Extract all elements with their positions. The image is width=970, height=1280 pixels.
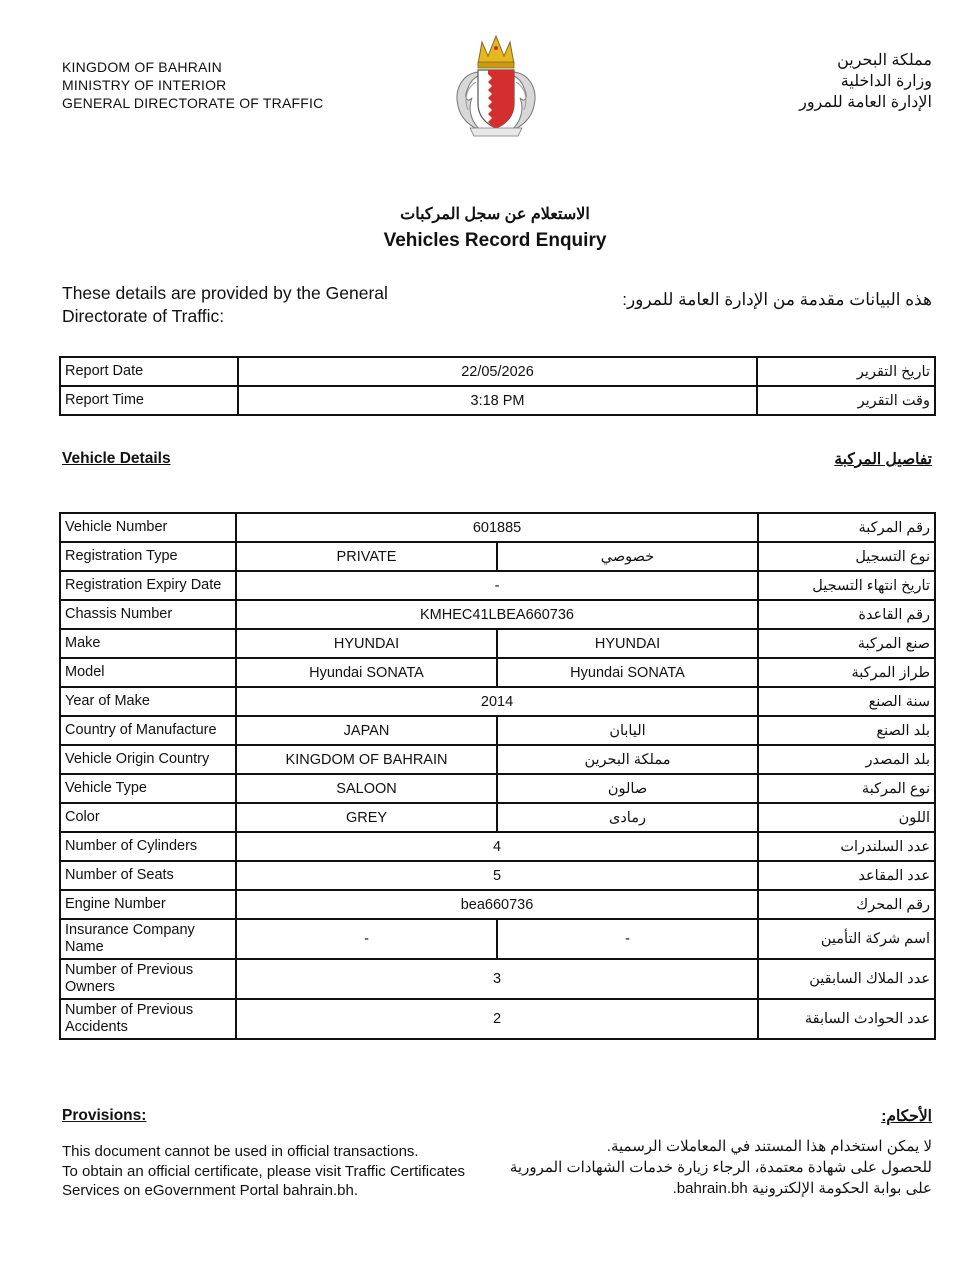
- table-row: [60, 571, 935, 600]
- vehicle-number-label: Vehicle Number: [60, 513, 236, 542]
- make-value-ar: HYUNDAI: [497, 629, 758, 658]
- registration-type-value-en: PRIVATE: [236, 542, 497, 571]
- table-row: [60, 832, 935, 861]
- provisions-text-english: [62, 1142, 492, 1201]
- color-value-en: GREY: [236, 803, 497, 832]
- make-value-en: HYUNDAI: [236, 629, 497, 658]
- intro-arabic: هذه البيانات مقدمة من الإدارة العامة للمرور:: [622, 290, 932, 309]
- model-value-en: Hyundai SONATA: [236, 658, 497, 687]
- cylinders-label: Number of Cylinders: [60, 832, 236, 861]
- header-arabic: [799, 50, 932, 113]
- seats-label: Number of Seats: [60, 861, 236, 890]
- table-row: [60, 716, 935, 745]
- engine-number-label: Engine Number: [60, 890, 236, 919]
- bahrain-coat-of-arms-icon: [448, 34, 544, 140]
- model-value-ar: Hyundai SONATA: [497, 658, 758, 687]
- vehicle-number-label-ar: رقم المركبة: [758, 513, 935, 542]
- provisions-heading-arabic: الأحكام:: [881, 1108, 932, 1125]
- section-heading-english: Vehicle Details: [62, 450, 171, 467]
- insurance-company-value-ar: -: [497, 919, 758, 959]
- registration-expiry-label-ar: تاريخ انتهاء التسجيل: [758, 571, 935, 600]
- insurance-company-label-ar: اسم شركة التأمين: [758, 919, 935, 959]
- header-ar-kingdom: مملكة البحرين: [837, 52, 932, 69]
- previous-accidents-label: Number of Previous Accidents: [60, 999, 236, 1039]
- provisions-heading-english: Provisions:: [62, 1107, 147, 1124]
- report-table: [59, 356, 936, 416]
- seats-label-ar: عدد المقاعد: [758, 861, 935, 890]
- model-label-ar: طراز المركبة: [758, 658, 935, 687]
- header-en-ministry: MINISTRY OF INTERIOR: [62, 77, 227, 93]
- origin-country-label: Vehicle Origin Country: [60, 745, 236, 774]
- header-english: [62, 58, 323, 112]
- intro-english: These details are provided by the General Directorate of Traffic:: [62, 283, 388, 326]
- table-row: [60, 861, 935, 890]
- cylinders-value: 4: [236, 832, 758, 861]
- vehicle-type-value-en: SALOON: [236, 774, 497, 803]
- provisions-en-line2: To obtain an official certificate, please visit Traffic Certificates Services on eGovernment Portal bahrain.bh.: [62, 1162, 465, 1199]
- provisions-ar-line2: للحصول على شهادة معتمدة، الرجاء زيارة خدمات الشهادات المرورية على بوابة الحكومة الإلكترونية bahrain.bh.: [509, 1159, 932, 1197]
- model-label: Model: [60, 658, 236, 687]
- table-row: [60, 629, 935, 658]
- previous-owners-label-ar: عدد الملاك السابقين: [758, 959, 935, 999]
- chassis-number-label: Chassis Number: [60, 600, 236, 629]
- provisions-ar-line1: لا يمكن استخدام هذا المستند في المعاملات الرسمية.: [606, 1138, 932, 1155]
- year-label-ar: سنة الصنع: [758, 687, 935, 716]
- engine-number-value: bea660736: [236, 890, 758, 919]
- registration-type-label: Registration Type: [60, 542, 236, 571]
- engine-number-label-ar: رقم المحرك: [758, 890, 935, 919]
- country-of-manufacture-value-ar: اليابان: [497, 716, 758, 745]
- registration-type-label-ar: نوع التسجيل: [758, 542, 935, 571]
- report-date-label-ar: تاريخ التقرير: [757, 357, 935, 386]
- table-row: [60, 386, 935, 415]
- insurance-company-value-en: -: [236, 919, 497, 959]
- cylinders-label-ar: عدد السلندرات: [758, 832, 935, 861]
- year-value: 2014: [236, 687, 758, 716]
- report-date-value: 22/05/2026: [238, 357, 757, 386]
- table-row: [60, 357, 935, 386]
- table-row: [60, 687, 935, 716]
- registration-type-value-ar: خصوصي: [497, 542, 758, 571]
- vehicle-number-value: 601885: [236, 513, 758, 542]
- header-ar-ministry: وزارة الداخلية: [840, 73, 932, 90]
- previous-accidents-label-ar: عدد الحوادث السابقة: [758, 999, 935, 1039]
- header-ar-directorate: الإدارة العامة للمرور: [799, 94, 932, 111]
- make-label-ar: صنع المركبة: [758, 629, 935, 658]
- insurance-company-label: Insurance Company Name: [60, 919, 236, 959]
- vehicle-type-label: Vehicle Type: [60, 774, 236, 803]
- section-heading-arabic: تفاصيل المركبة: [834, 451, 932, 468]
- registration-expiry-value: -: [236, 571, 758, 600]
- table-row: [60, 600, 935, 629]
- table-row: [60, 513, 935, 542]
- header-en-directorate: GENERAL DIRECTORATE OF TRAFFIC: [62, 95, 324, 111]
- header-en-kingdom: KINGDOM OF BAHRAIN: [62, 59, 222, 75]
- report-time-label: Report Time: [60, 386, 238, 415]
- table-row: [60, 774, 935, 803]
- chassis-number-label-ar: رقم القاعدة: [758, 600, 935, 629]
- table-row: [60, 542, 935, 571]
- color-label-ar: اللون: [758, 803, 935, 832]
- origin-country-value-en: KINGDOM OF BAHRAIN: [236, 745, 497, 774]
- title-english: Vehicles Record Enquiry: [383, 230, 607, 251]
- previous-accidents-value: 2: [236, 999, 758, 1039]
- table-row: [60, 919, 935, 959]
- vehicle-type-value-ar: صالون: [497, 774, 758, 803]
- provisions-text-arabic: [492, 1136, 932, 1199]
- country-of-manufacture-value-en: JAPAN: [236, 716, 497, 745]
- provisions-en-line1: This document cannot be used in official transactions.: [62, 1143, 419, 1160]
- color-label: Color: [60, 803, 236, 832]
- vehicle-type-label-ar: نوع المركبة: [758, 774, 935, 803]
- previous-owners-label: Number of Previous Owners: [60, 959, 236, 999]
- color-value-ar: رمادى: [497, 803, 758, 832]
- make-label: Make: [60, 629, 236, 658]
- table-row: [60, 999, 935, 1039]
- year-label: Year of Make: [60, 687, 236, 716]
- table-row: [60, 745, 935, 774]
- table-row: [60, 803, 935, 832]
- table-row: [60, 959, 935, 999]
- report-time-label-ar: وقت التقرير: [757, 386, 935, 415]
- country-of-manufacture-label: Country of Manufacture: [60, 716, 236, 745]
- country-of-manufacture-label-ar: بلد الصنع: [758, 716, 935, 745]
- vehicle-details-table: [59, 512, 936, 1040]
- registration-expiry-label: Registration Expiry Date: [60, 571, 236, 600]
- report-time-value: 3:18 PM: [238, 386, 757, 415]
- table-row: [60, 658, 935, 687]
- origin-country-value-ar: مملكة البحرين: [497, 745, 758, 774]
- origin-country-label-ar: بلد المصدر: [758, 745, 935, 774]
- previous-owners-value: 3: [236, 959, 758, 999]
- table-row: [60, 890, 935, 919]
- report-date-label: Report Date: [60, 357, 238, 386]
- seats-value: 5: [236, 861, 758, 890]
- title-arabic: الاستعلام عن سجل المركبات: [400, 206, 590, 223]
- chassis-number-value: KMHEC41LBEA660736: [236, 600, 758, 629]
